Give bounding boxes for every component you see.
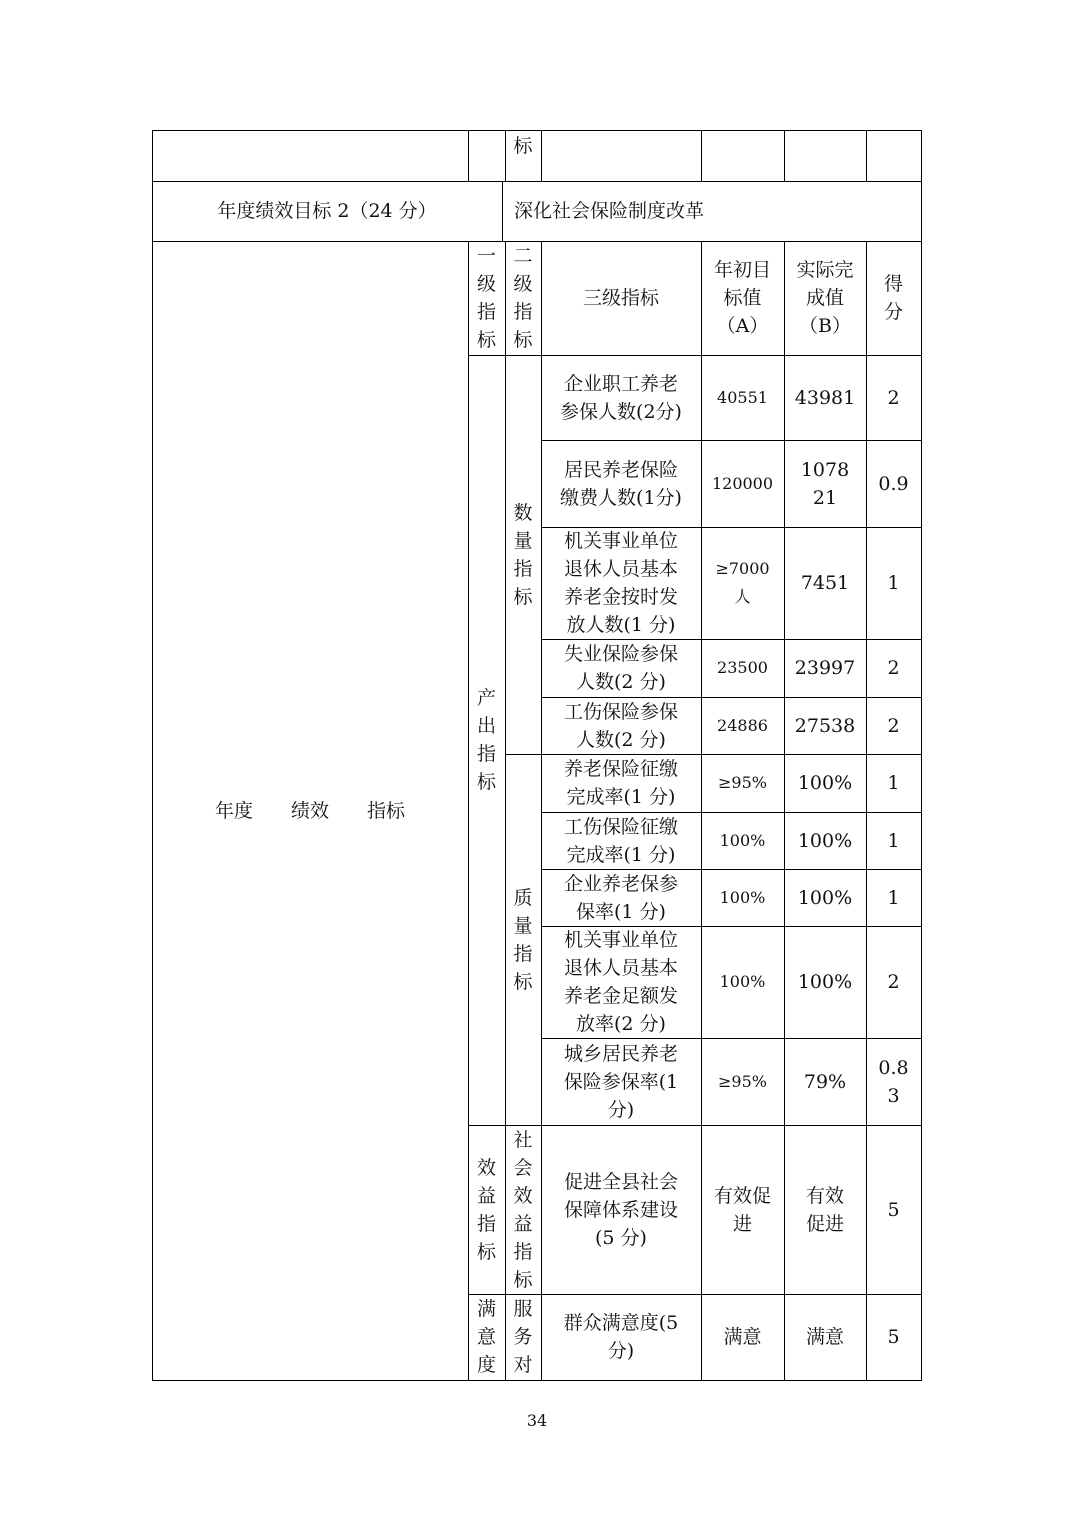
group-service-object: 服务对 — [513, 1298, 533, 1376]
row-score: 0.83 — [878, 1056, 909, 1107]
row-actual: 满意 — [805, 1326, 844, 1348]
row-name: 机关事业单位退休人员基本养老金按时发放人数(1 分) — [563, 530, 678, 636]
row-actual: 100% — [797, 829, 853, 852]
row-score: 2 — [887, 657, 900, 679]
header-level1: 一级指标 — [476, 245, 496, 351]
row-target: 120000 — [711, 473, 774, 493]
row-score: 5 — [887, 1198, 900, 1221]
row-target: 100% — [719, 887, 766, 907]
column-divider — [541, 130, 542, 181]
row-actual: 79% — [803, 1070, 847, 1093]
row-target: 24886 — [717, 715, 768, 735]
column-divider — [701, 130, 702, 181]
row-score: 1 — [887, 886, 900, 909]
row-name: 养老保险征缴完成率(1 分) — [563, 758, 678, 808]
row-actual: 27538 — [794, 714, 856, 737]
column-divider — [784, 130, 785, 181]
header-score: 得分 — [883, 273, 903, 323]
row-actual: 100% — [797, 886, 853, 909]
row-target: 23500 — [717, 658, 768, 677]
table-border-right — [921, 130, 922, 1381]
row-score: 1 — [887, 829, 900, 852]
table-border-bottom — [152, 1380, 922, 1381]
row-actual: 7451 — [800, 572, 850, 594]
row-target: 100% — [719, 830, 766, 850]
group-output: 产出指标 — [476, 687, 496, 793]
row-name: 企业养老保参保率(1 分) — [563, 872, 678, 923]
group-benefit: 效益指标 — [476, 1156, 496, 1263]
row-name: 促进全县社会保障体系建设(5 分) — [563, 1170, 678, 1249]
row-target: 100% — [719, 972, 766, 991]
row-actual: 43981 — [794, 386, 856, 409]
row-actual: 23997 — [794, 657, 856, 679]
goal-label-cell — [152, 181, 502, 241]
row-actual: 100% — [797, 772, 853, 794]
header-actual: 实际完成值（B） — [796, 259, 854, 337]
row-score: 2 — [887, 386, 900, 409]
goal-value-cell — [502, 181, 921, 241]
column-divider — [468, 130, 469, 181]
row-name: 机关事业单位退休人员基本养老金足额发放率(2 分) — [563, 929, 678, 1035]
goal-label: 年度绩效目标 2（24 分） — [217, 200, 437, 222]
row-target: ≥95% — [718, 1071, 767, 1091]
row-score: 1 — [887, 772, 900, 794]
indicator-label-cell — [152, 241, 468, 1380]
header-target: 年初目标值（A） — [713, 259, 771, 337]
header-level2: 二级指标 — [513, 245, 533, 351]
row-name: 失业保险参保人数(2 分) — [563, 643, 678, 693]
row-name: 工伤保险征缴完成率(1 分) — [563, 815, 678, 866]
row-target: 40551 — [717, 387, 768, 407]
row-name: 企业职工养老参保人数(2分) — [560, 372, 682, 423]
row-score: 2 — [887, 714, 900, 737]
row-name: 城乡居民养老保险参保率(1分) — [563, 1042, 679, 1121]
indicator-label: 年度 绩效 指标 — [214, 799, 405, 822]
row-score: 2 — [887, 971, 900, 993]
page-number: 34 — [526, 1411, 548, 1430]
row-actual: 有效促进 — [805, 1184, 844, 1235]
row-target: ≥95% — [718, 773, 767, 792]
row-target: 有效促进 — [713, 1184, 771, 1235]
row-target: 满意 — [723, 1326, 762, 1348]
group-quantity: 数量指标 — [513, 501, 533, 608]
row-actual: 100% — [797, 971, 853, 993]
continued-text: 标 — [513, 135, 533, 157]
row-score: 1 — [887, 572, 900, 594]
row-score: 5 — [887, 1326, 900, 1348]
group-satisfaction: 满意度 — [476, 1298, 496, 1376]
group-quality: 质量指标 — [513, 886, 533, 993]
goal-value: 深化社会保险制度改革 — [514, 200, 705, 222]
row-actual: 107821 — [800, 458, 850, 509]
column-divider — [866, 130, 867, 181]
continued-cell — [505, 130, 541, 181]
row-name: 工伤保险参保人数(2 分) — [563, 700, 678, 751]
row-name: 居民养老保险缴费人数(1分) — [560, 458, 682, 509]
row-name: 群众满意度(5分) — [563, 1312, 679, 1362]
header-level3: 三级指标 — [582, 287, 659, 309]
group-social-benefit: 社会效益指标 — [513, 1128, 533, 1291]
row-score: 0.9 — [878, 472, 909, 495]
row-target: ≥7000人 — [715, 559, 770, 606]
